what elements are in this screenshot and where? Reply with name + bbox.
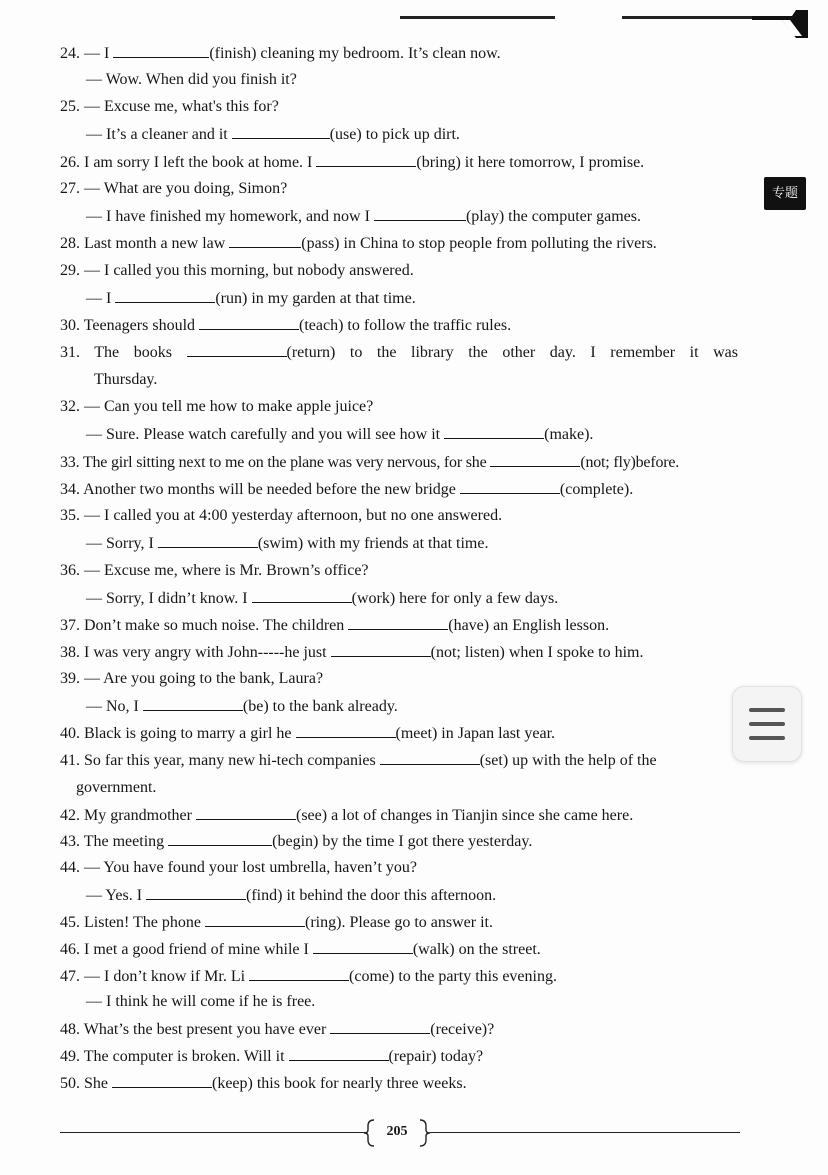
footer-rule-right [430,1132,740,1133]
answer-blank[interactable] [249,966,349,981]
answer-blank[interactable] [330,1019,430,1034]
question-46-line-1: 46. I met a good friend of mine while I (walk) on the street. [60,941,541,958]
question-31-line-1: 31. The books (return) to the library the other day. I remember it was [60,344,739,361]
question-34-line-1: 34. Another two months will be needed before the new bridge (complete). [60,481,634,498]
question-40-line-1: 40. Black is going to marry a girl he (meet) in Japan last year. [60,725,556,742]
question-30-line-1: 30. Teenagers should (teach) to follow the traffic rules. [60,317,512,334]
answer-blank[interactable] [380,750,480,765]
answer-blank[interactable] [316,152,416,167]
answer-blank[interactable] [187,342,287,357]
answer-blank[interactable] [444,424,544,439]
answer-blank[interactable] [331,642,431,657]
question-24-line-2: — Wow. When did you finish it? [86,71,297,88]
answer-blank[interactable] [168,831,272,846]
question-38-line-1: 38. I was very angry with John-----he just (not; listen) when I spoke to him. [60,644,644,661]
answer-blank[interactable] [313,939,413,954]
answer-blank[interactable] [146,885,246,900]
menu-icon [749,708,785,712]
question-47-line-2: — I think he will come if he is free. [86,993,316,1010]
question-24-line-1: 24. — I (finish) cleaning my bedroom. It’s clean now. [60,45,501,62]
footer-rule-left [60,1132,365,1133]
answer-blank[interactable] [113,43,209,58]
question-36-line-1: 36. — Excuse me, where is Mr. Brown’s office? [60,562,369,579]
menu-icon-bar [749,722,785,726]
question-41-line-2: government. [76,779,157,796]
question-25-line-2: — It’s a cleaner and it (use) to pick up dirt. [86,126,460,143]
question-26-line-1: 26. I am sorry I left the book at home. I (bring) it here tomorrow, I promise. [60,154,645,171]
question-41-line-1: 41. So far this year, many new hi-tech companies (set) up with the help of the [60,752,657,769]
answer-blank[interactable] [490,452,580,467]
page-number-box [364,1118,430,1148]
question-33-line-1: 33. The girl sitting next to me on the plane was very nervous, for she (not; fly)before. [60,454,680,471]
question-27-line-1: 27. — What are you doing, Simon? [60,180,288,197]
page-number: 205 [386,1124,408,1139]
answer-blank[interactable] [115,288,215,303]
question-31-line-2: Thursday. [94,371,158,388]
question-32-line-1: 32. — Can you tell me how to make apple juice? [60,398,374,415]
question-35-line-1: 35. — I called you at 4:00 yesterday afternoon, but no one answered. [60,507,503,524]
question-48-line-1: 48. What’s the best present you have ever (receive)? [60,1021,495,1038]
answer-blank[interactable] [348,615,448,630]
question-29-line-2: — I (run) in my garden at that time. [86,290,416,307]
answer-blank[interactable] [199,315,299,330]
answer-blank[interactable] [196,805,296,820]
question-32-line-2: — Sure. Please watch carefully and you will see how it (make). [86,426,594,443]
answer-blank[interactable] [229,233,301,248]
answer-blank[interactable] [112,1073,212,1088]
question-47-line-1: 47. — I don’t know if Mr. Li (come) to the party this evening. [60,968,557,985]
question-29-line-1: 29. — I called you this morning, but nobody answered. [60,262,414,279]
question-50-line-1: 50. She (keep) this book for nearly three weeks. [60,1075,467,1092]
question-28-line-1: 28. Last month a new law (pass) in China to stop people from polluting the rivers. [60,235,657,252]
question-25-line-1: 25. — Excuse me, what's this for? [60,98,279,115]
question-49-line-1: 49. The computer is broken. Will it (repair) today? [60,1048,484,1065]
menu-icon-bar [749,736,785,740]
question-44-line-1: 44. — You have found your lost umbrella, haven’t you? [60,859,417,876]
question-42-line-1: 42. My grandmother (see) a lot of changes in Tianjin since she came here. [60,807,634,824]
answer-blank[interactable] [296,723,396,738]
answer-blank[interactable] [205,912,305,927]
answer-blank[interactable] [232,124,330,139]
answer-blank[interactable] [289,1046,389,1061]
answer-blank[interactable] [252,588,352,603]
question-44-line-2: — Yes. I (find) it behind the door this afternoon. [86,887,497,904]
question-39-line-2: — No, I (be) to the bank already. [86,698,398,715]
floating-menu-button[interactable] [732,686,802,762]
answer-blank[interactable] [374,206,466,221]
answer-blank[interactable] [460,479,560,494]
question-35-line-2: — Sorry, I (swim) with my friends at that time. [86,535,489,552]
question-36-line-2: — Sorry, I didn’t know. I (work) here for only a few days. [86,590,559,607]
question-39-line-1: 39. — Are you going to the bank, Laura? [60,670,324,687]
section-tab: 专题 [764,177,806,210]
question-37-line-1: 37. Don’t make so much noise. The children (have) an English lesson. [60,617,610,634]
question-43-line-1: 43. The meeting (begin) by the time I got there yesterday. [60,833,533,850]
question-27-line-2: — I have finished my homework, and now I (play) the computer games. [86,208,641,225]
question-45-line-1: 45. Listen! The phone (ring). Please go to answer it. [60,914,493,931]
answer-blank[interactable] [143,696,243,711]
answer-blank[interactable] [158,533,258,548]
